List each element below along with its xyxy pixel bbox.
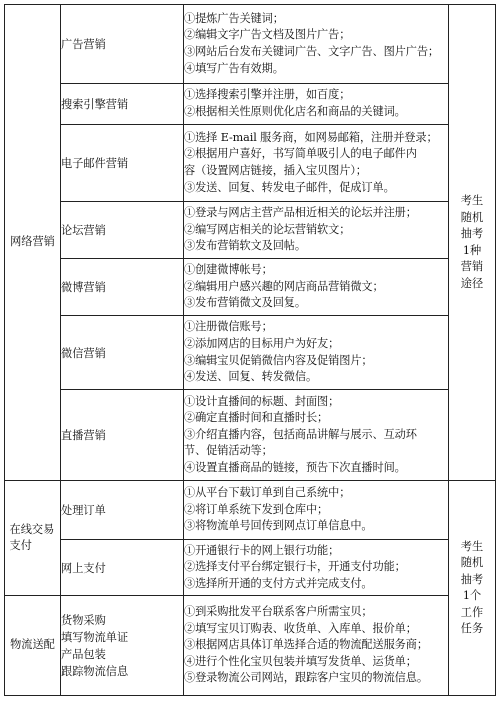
step-line: ②根据用户喜好，书写简单吸引人的电子邮件内 [184, 147, 417, 161]
subcategory-label: 货物采购 [61, 613, 106, 627]
subcategory-label: 广告营销 [61, 38, 106, 51]
table-row [5, 316, 496, 390]
table-row [5, 596, 496, 696]
step-line: ③发布营销软文及回帖。 [184, 239, 306, 253]
step-line: ②编辑用户感兴趣的网店商品营销微文； [184, 279, 384, 293]
subcategory-cell [61, 390, 184, 481]
step-line: ⑤登录物流公司网站，跟踪客户宝贝的物流信息。 [184, 671, 428, 685]
step-line: ③介绍直播内容，包括商品讲解与展示、互动环 [184, 427, 417, 441]
table-row [5, 202, 496, 259]
steps-cell [184, 125, 449, 202]
subcategory-cell [61, 481, 184, 540]
step-line: ①从平台下载订单到自己系统中； [184, 486, 351, 500]
step-line: ③发送、回复、转发电子邮件，促成订单。 [184, 180, 395, 194]
category-label: 物流送配 [10, 638, 55, 652]
subcategory-cell [61, 5, 184, 84]
step-line: ②选择支付平台绑定银行卡，开通支付功能； [184, 560, 406, 574]
subcategory-cell [61, 540, 184, 596]
step-line: ②根据相关性原则优化店名和商品的关键词。 [184, 105, 406, 118]
subcategory-cell [61, 316, 184, 390]
subcategory-label: 填写物流单证 [61, 630, 129, 644]
subcategory-cell [61, 202, 184, 259]
step-line: ④进行个性化宝贝包装并填写发货单、运货单； [184, 654, 417, 668]
step-line: ①创建微博帐号； [184, 263, 273, 277]
step-line: ①到采购批发平台联系客户所需宝贝； [184, 605, 373, 619]
table-row [5, 84, 496, 125]
table-row [5, 259, 496, 316]
step-line: 节、促销活动等； [184, 444, 273, 458]
step-line: ③将物流单号回传到网点订单信息中。 [184, 519, 373, 533]
table-row [5, 481, 496, 540]
step-line: ③根据网店具体订单选择合适的物流配送服务商； [184, 638, 428, 652]
step-line: ④发送、回复、转发微信。 [184, 370, 318, 384]
subcategory-label: 搜索引擎营销 [61, 98, 129, 111]
step-line: ②将订单系统下发到仓库中； [184, 502, 329, 516]
step-line: 容（设置网店链接，插入宝贝图片）； [184, 164, 367, 177]
category-label: 在线交易支付 [9, 522, 55, 552]
task-table [4, 4, 496, 696]
subcategory-cell [61, 84, 184, 125]
step-line: ③网站后台发布关键词广告、文字广告、图片广告； [184, 45, 440, 58]
category-cell [5, 5, 61, 481]
subcategory-label: 产品包装 [61, 647, 106, 661]
subcategory-label: 微博营销 [61, 281, 106, 294]
steps-cell [184, 202, 449, 259]
subcategory-cell [61, 125, 184, 202]
step-line: ①登录与网店主营产品相近相关的论坛并注册； [184, 206, 417, 220]
subcategory-label: 电子邮件营销 [61, 157, 129, 170]
steps-cell [184, 540, 449, 596]
note-cell [449, 5, 496, 481]
steps-cell [184, 316, 449, 390]
steps-cell [184, 481, 449, 540]
step-line: ④设置直播商品的链接，预告下次直播时间。 [184, 460, 406, 474]
note-text: 考生随机抽考1个工作任务 [460, 539, 484, 635]
steps-cell [184, 390, 449, 481]
step-line: ②编辑文字广告文档及图片广告； [184, 28, 351, 42]
steps-cell [184, 259, 449, 316]
step-line: ②确定直播时间和直播时长； [184, 411, 329, 425]
step-line: ③选择所开通的支付方式并完成支付。 [184, 576, 373, 590]
subcategory-label: 直播营销 [61, 429, 106, 442]
subcategory-label: 微信营销 [61, 346, 106, 360]
step-line: ③编辑宝贝促销微信内容及促销图片； [184, 353, 373, 367]
step-line: ①选择 E-mail 服务商，如网易邮箱，注册并登录； [184, 130, 438, 144]
table-row [5, 540, 496, 596]
step-line: ①选择搜索引擎并注册，如百度； [184, 88, 351, 102]
table-row [5, 5, 496, 84]
subcategory-label: 跟踪物流信息 [61, 664, 129, 678]
steps-cell [184, 84, 449, 125]
note-text: 考生随机抽考1种营销途径 [460, 194, 484, 290]
subcategory-cell [61, 596, 184, 696]
steps-cell [184, 5, 449, 84]
step-line: ③发布营销微文及回复。 [184, 296, 306, 310]
step-line: ①开通银行卡的网上银行功能； [184, 543, 340, 557]
step-line: ②添加网店的目标用户为好友； [184, 336, 340, 350]
step-line: ④填写广告有效期。 [184, 61, 284, 75]
note-cell [449, 481, 496, 696]
category-cell [5, 481, 61, 596]
step-line: ②编写网店相关的论坛营销软文； [184, 222, 351, 236]
step-line: ②填写宝贝订购表、收货单、入库单、报价单； [184, 621, 417, 635]
steps-cell [184, 596, 449, 696]
subcategory-label: 网上支付 [61, 561, 106, 575]
step-line: ①设计直播间的标题、封面图； [184, 394, 340, 408]
category-label: 网络营销 [10, 235, 55, 249]
category-cell [5, 596, 61, 696]
table-row [5, 125, 496, 202]
step-line: ①注册微信账号； [184, 320, 273, 334]
step-line: ①提炼广告关键词； [184, 11, 284, 25]
subcategory-label: 论坛营销 [61, 224, 106, 237]
subcategory-label: 处理订单 [61, 504, 106, 517]
table-row [5, 390, 496, 481]
subcategory-cell [61, 259, 184, 316]
